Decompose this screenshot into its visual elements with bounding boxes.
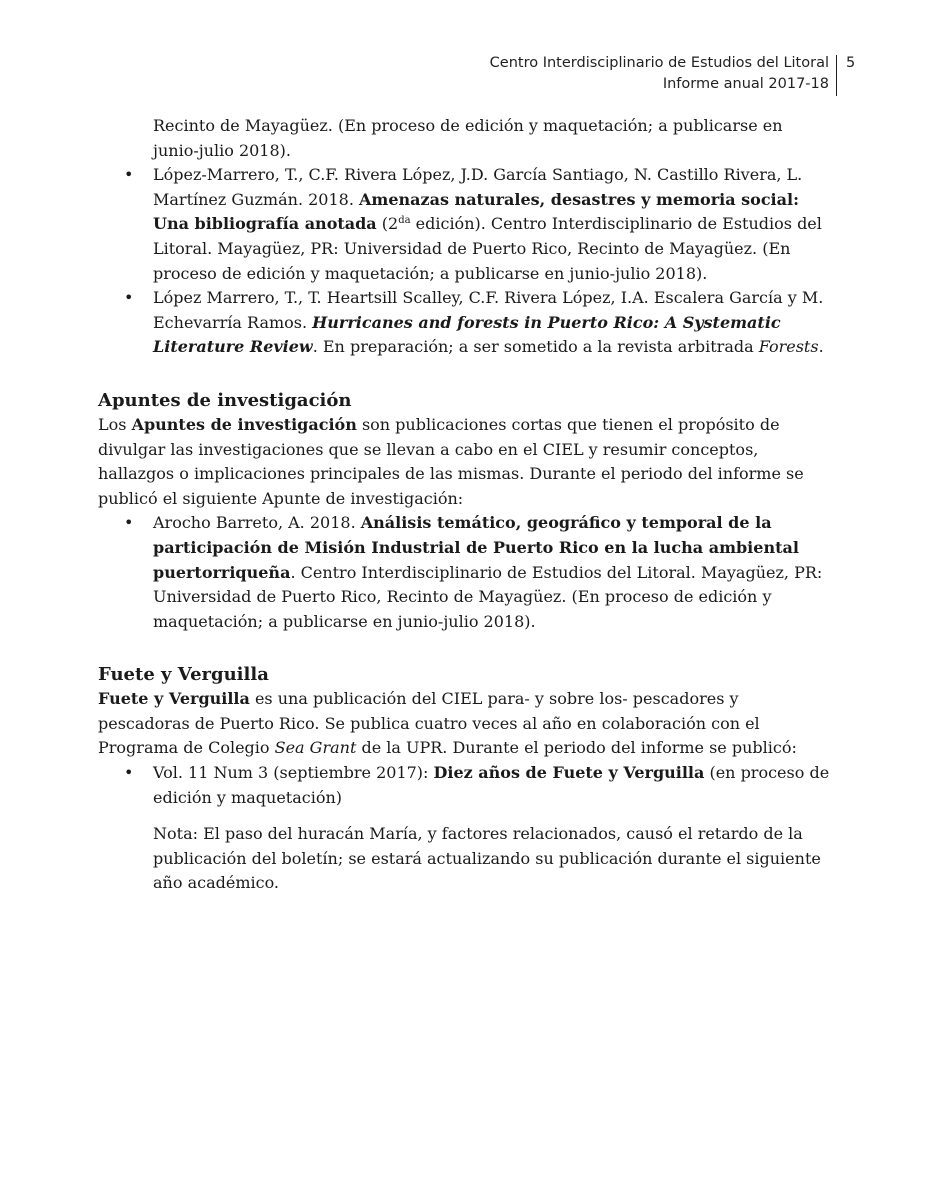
- apuntes-intro: [98, 413, 830, 511]
- section-spacer: [98, 360, 830, 388]
- note-spacer: [98, 810, 830, 822]
- reference-details: . En preparación; a ser sometido a la revista arbitrada: [312, 337, 759, 357]
- list-item: [98, 761, 830, 810]
- list-item: [98, 511, 830, 634]
- apuntes-intro-prefix: Los: [98, 414, 132, 434]
- reference-details: Centro Interdisciplinario de Estudios del Litoral. Mayagüez, PR: Universidad de Puerto Rico, Recinto de Mayagüez. (En proceso de edición y maquetación; a publicarse en junio-julio 2018).: [153, 214, 822, 283]
- reference-title: Análisis temático, geográfico y temporal de la participación de Misión Industrial de Puerto Rico en la lucha ambiental puertorriqueña: [153, 513, 799, 582]
- header-divider: [836, 55, 837, 96]
- fuete-intro-bold: Fuete y Verguilla: [98, 689, 250, 709]
- section-heading-apuntes: Apuntes de investigación: [98, 389, 352, 411]
- apuntes-intro-bold: Apuntes de investigación: [131, 414, 357, 434]
- header-institution: Centro Interdisciplinario de Estudios del Litoral: [489, 55, 829, 71]
- issue-title: Diez años de Fuete y Verguilla: [433, 763, 705, 783]
- apuntes-list: [98, 511, 830, 634]
- issue-status: (en proceso de edición y maquetación): [153, 763, 830, 807]
- page-header: [0, 53, 928, 97]
- fuete-list: [98, 761, 830, 810]
- reference-edition-superscript: da: [398, 215, 411, 227]
- reference-authors: López-Marrero, T., C.F. Rivera López, J.D. García Santiago, N. Castillo Rivera, L. Martínez Guzmán. 2018.: [153, 165, 803, 209]
- reference-title: Hurricanes and forests in Puerto Rico: A Systematic Literature Review: [153, 312, 781, 357]
- continued-reference: [98, 114, 830, 163]
- reference-authors: Arocho Barreto, A. 2018.: [153, 513, 361, 533]
- fuete-intro-part2: de la UPR. Durante el periodo del informe se publicó:: [356, 738, 797, 758]
- continued-reference-text: Recinto de Mayagüez. (En proceso de edición y maquetación; a publicarse en junio-julio 2018).: [153, 116, 783, 160]
- header-report-title: Informe anual 2017-18: [662, 76, 829, 92]
- reference-journal: Forests: [758, 337, 819, 357]
- reference-title: Amenazas naturales, desastres y memoria social: Una bibliografía anotada: [153, 189, 799, 234]
- document-body: [98, 114, 830, 896]
- fuete-intro: [98, 687, 830, 761]
- issue-prefix: Vol. 11 Num 3 (septiembre 2017):: [153, 763, 434, 783]
- publication-list: [98, 163, 830, 360]
- reference-authors: López Marrero, T., T. Heartsill Scalley, C.F. Rivera López, I.A. Escalera García y M. Echevarría Ramos.: [153, 288, 824, 332]
- apuntes-intro-rest: son publicaciones cortas que tienen el propósito de divulgar las investigaciones que se llevan a cabo en el CIEL y resumir conceptos, hallazgos o implicaciones principales de las mismas. Durante el periodo del informe se publicó el siguiente Apunte de investigación:: [98, 414, 804, 508]
- list-item: [98, 286, 830, 360]
- list-item: [98, 163, 830, 286]
- reference-details: . Centro Interdisciplinario de Estudios del Litoral. Mayagüez, PR: Universidad de Puerto Rico, Recinto de Mayagüez. (En proceso de edición y maquetación; a publicarse en junio-julio 2018).: [153, 562, 823, 631]
- header-text: [490, 53, 829, 95]
- page-number: 5: [846, 55, 856, 71]
- fuete-note-text: Nota: El paso del huracán María, y factores relacionados, causó el retardo de la publicación del boletín; se estará actualizando su publicación durante el siguiente año académico.: [153, 824, 821, 893]
- fuete-intro-italic: Sea Grant: [274, 738, 357, 758]
- reference-edition-open: (2: [376, 214, 399, 234]
- fuete-intro-part1: es una publicación del CIEL para- y sobre los- pescadores y pescadoras de Puerto Rico. Se publica cuatro veces al año en colaboración con el Programa de Colegio: [98, 689, 760, 758]
- section-heading-fuete: Fuete y Verguilla: [98, 664, 269, 686]
- fuete-note: [98, 822, 830, 896]
- section-spacer: [98, 634, 830, 662]
- reference-edition-close: edición).: [410, 214, 486, 234]
- reference-end: .: [818, 337, 824, 357]
